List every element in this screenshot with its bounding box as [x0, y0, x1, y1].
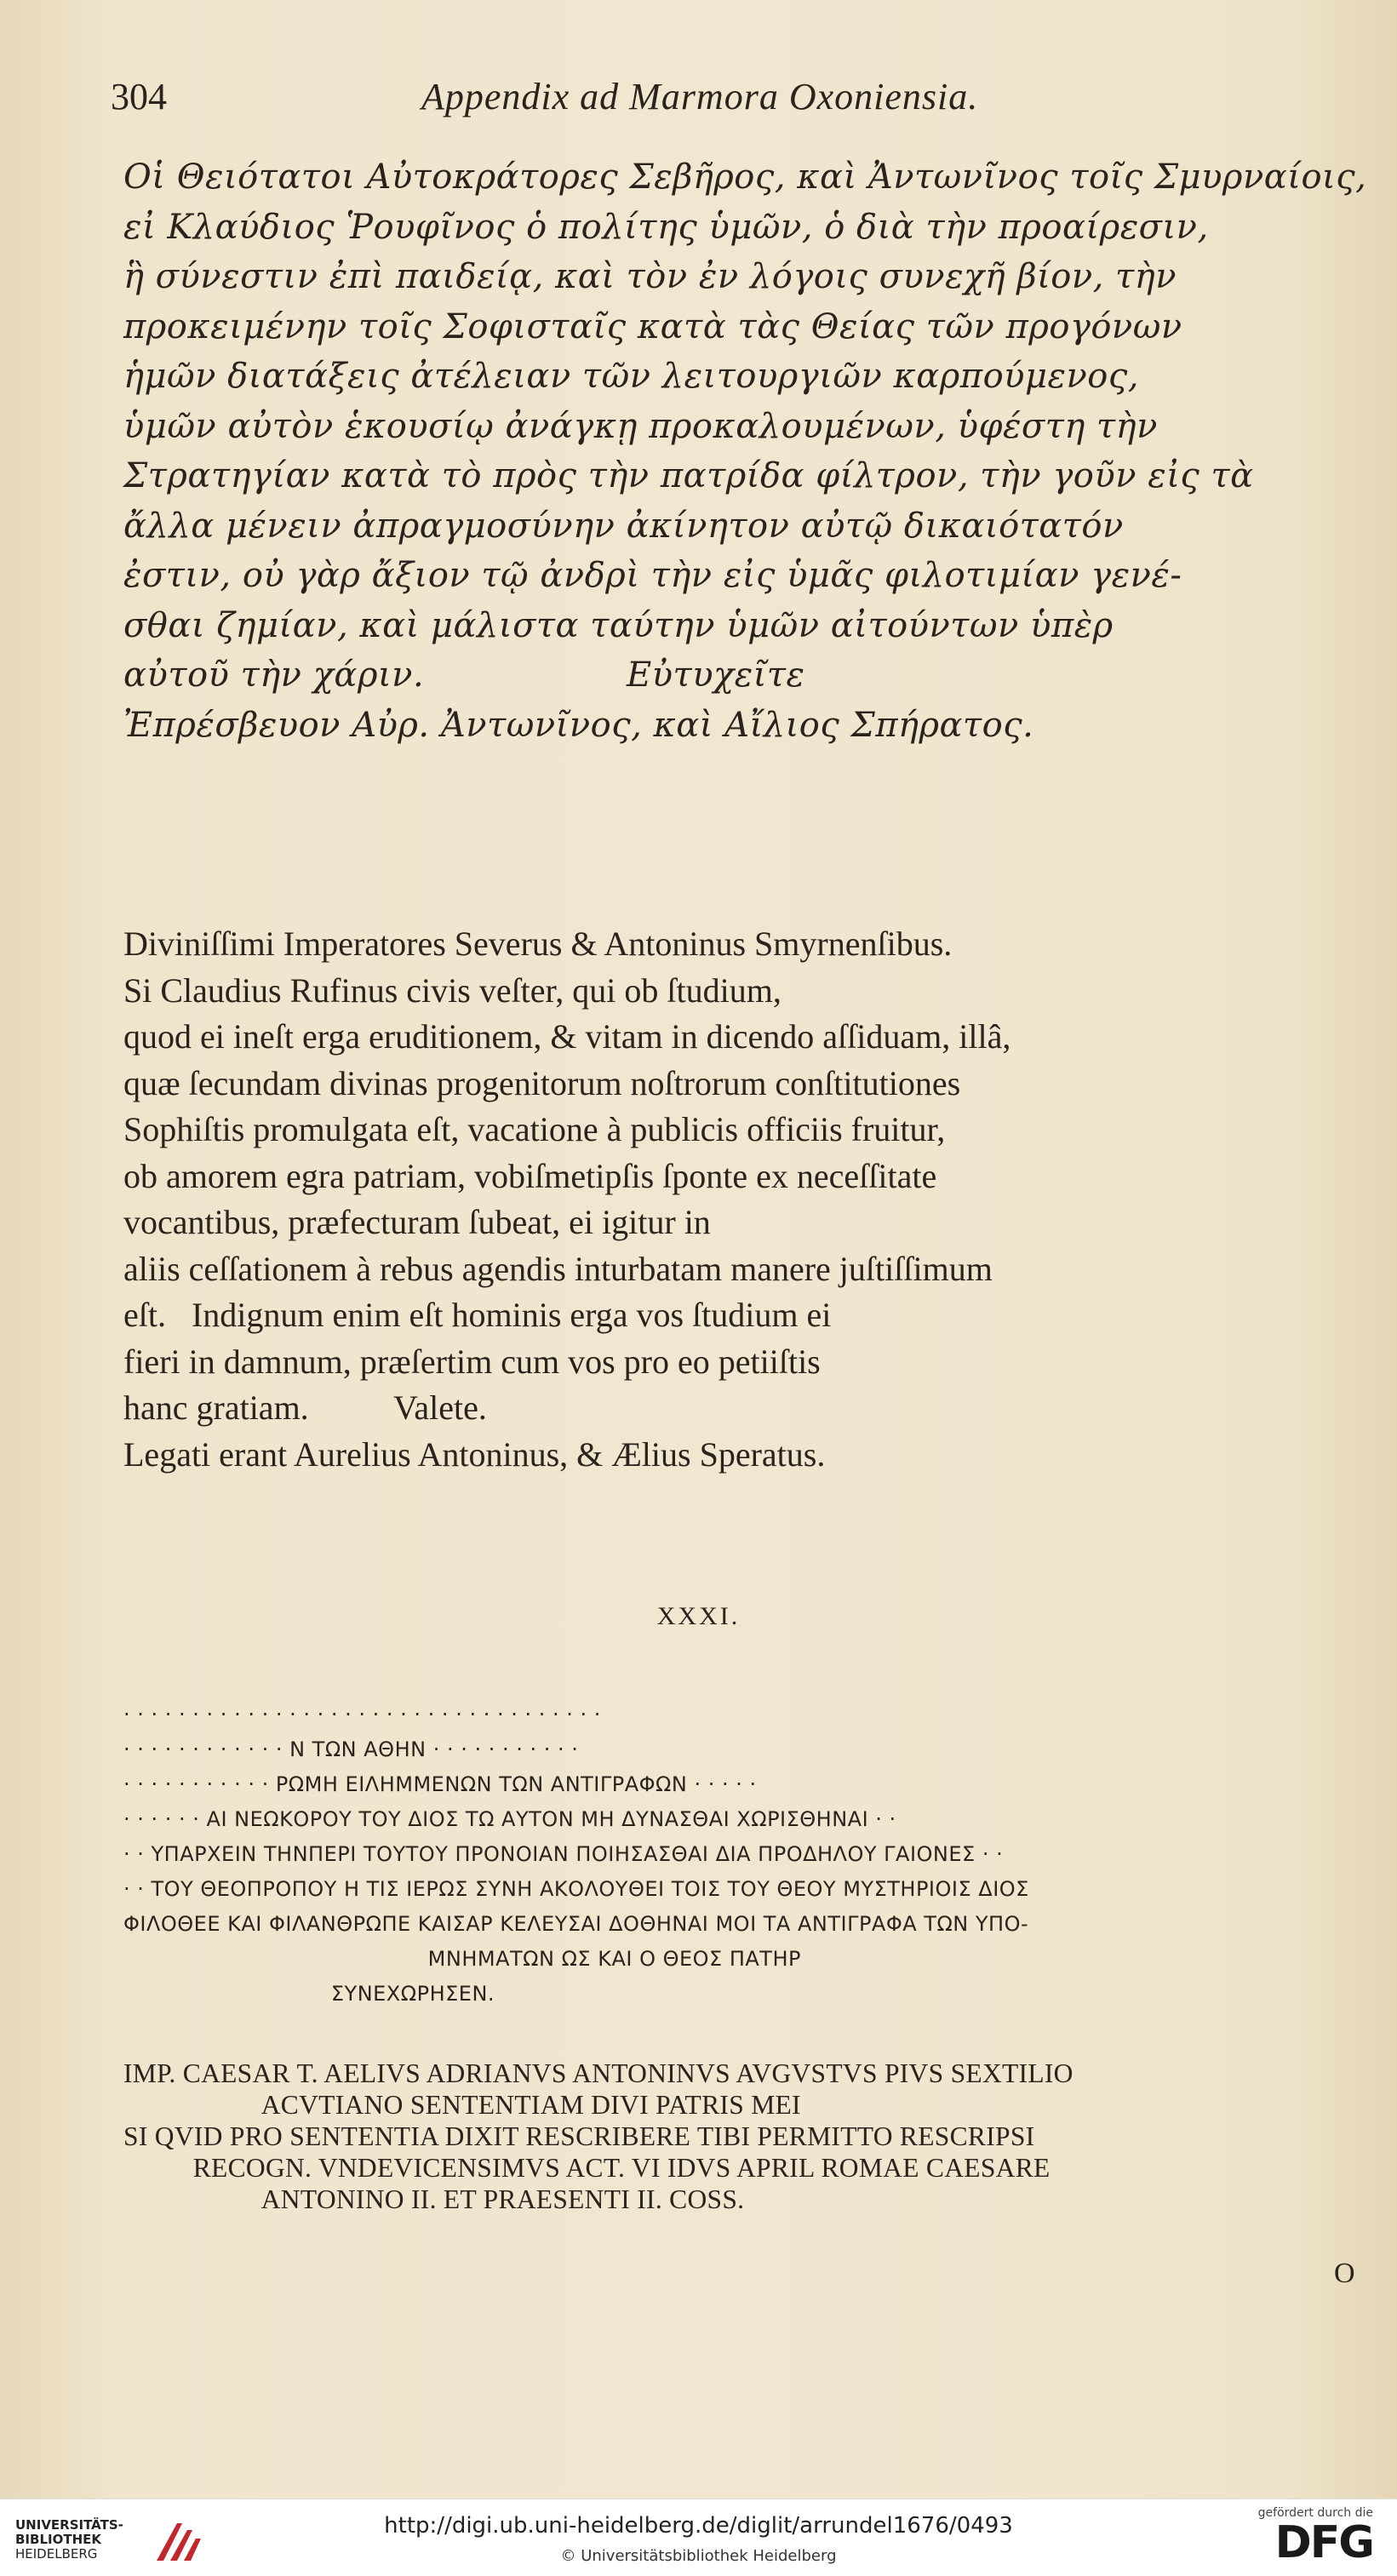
greek-line: ὑμῶν αὐτὸν ἑκουσίῳ ἀνάγκῃ προκαλουμένων, ὑφέστη τὴν [123, 406, 1158, 446]
inscription-line: · · · · · · · · · · · · Ν ΤΩΝ ΑΘΗΝ · · · · · · · · · · · [123, 1737, 579, 1761]
greek-line: ἡμῶν διατάξεις ἀτέλειαν τῶν λειτουργιῶν καρπούμενος, [123, 357, 1139, 396]
inscription-line: ΜΝΗΜΑΤΩΝ ΩΣ ΚΑΙ Ο ΘΕΟΣ ΠΑΤΗΡ [123, 1947, 801, 1971]
capital-line: SI QVID PRO SENTENTIA DIXIT RESCRIBERE TIBI PERMITTO RESCRIPSI [123, 2121, 1035, 2151]
capital-line: ACVTIANO SENTENTIAM DIVI PATRIS MEI [123, 2090, 801, 2120]
latin-line: Legati erant Aurelius Antoninus, & Ælius Speratus. [123, 1434, 826, 1474]
inscription-line: · · ΥΠΑΡΧΕΙΝ ΤΗΝΠΕΡΙ ΤΟΥΤΟΥ ΠΡΟΝΟΙΑΝ ΠΟΙΗΣΑΣΘΑΙ ΔΙΑ ΠΡΟΔΗΛΟΥ ΓΑΙΟΝΕΣ · · [123, 1842, 1004, 1866]
greek-line: Οἱ Θειότατοι Αὐτοκράτορες Σεβῆρος, καὶ Ἀντωνῖνος τοῖς Σμυρναίοις, [123, 157, 1367, 197]
capital-line: ANTONINO II. ET PRAESENTI II. COSS. [123, 2184, 745, 2214]
latin-line: eſt. Indignum enim eſt hominis erga vos ſtudium ei [123, 1296, 832, 1334]
greek-line: εἰ Κλαύδιος Ῥουφῖνος ὁ πολίτης ὑμῶν, ὁ διὰ τὴν προαίρεσιν, [123, 207, 1209, 247]
page-number: 304 [111, 76, 167, 117]
inscription-line: · · ΤΟΥ ΘΕΟΠΡΟΠΟΥ Η ΤΙΣ ΙΕΡΩΣ ΣΥΝΗ ΑΚΟΛΟΥΘΕΙ ΤΟΙΣ ΤΟΥ ΘΕΟΥ ΜΥΣΤΗΡΙΟΙΣ ΔΙΟΣ [123, 1877, 1029, 1901]
latin-line: Diviniſſimi Imperatores Severus & Antoninus Smyrnenſibus. [123, 924, 953, 963]
inscription-line: · · · · · · · · · · · ΡΩΜΗ ΕΙΛΗΜΜΕΝΩΝ ΤΩΝ ΑΝΤΙΓΡΑΦΩΝ · · · · · [123, 1772, 757, 1796]
greek-line: προκειμένην τοῖς Σοφισταῖς κατὰ τὰς Θείας τῶν προγόνων [123, 306, 1182, 346]
latin-line: vocantibus, præfecturam ſubeat, ei igitur in [123, 1203, 711, 1241]
institution-line: HEIDELBERG [15, 2546, 98, 2562]
latin-line: quod ei ineſt erga eruditionem, & vitam in dicendo aſſiduam, illâ, [123, 1017, 1011, 1056]
greek-line: ἣ σύνεστιν ἐπὶ παιδείᾳ, καὶ τὸν ἐν λόγοις συνεχῆ βίον, τὴν [123, 257, 1177, 296]
inscription-line: · · · · · · ΑΙ ΝΕΩΚΟΡΟΥ ΤΟΥ ΔΙΟΣ ΤΩ ΑΥΤΟΝ ΜΗ ΔΥΝΑΣΘΑΙ ΧΩΡΙΣΘΗΝΑΙ · · [123, 1807, 896, 1831]
institution-line: BIBLIOTHEK [15, 2532, 101, 2547]
running-title: Appendix ad Marmora Oxoniensia. [421, 76, 979, 117]
funder-caption: gefördert durch die [1257, 2506, 1373, 2520]
greek-line: Ἐπρέσβευον Αὐρ. Ἀντωνῖνος, καὶ Αἴλιος Σπήρατος. [123, 705, 1034, 745]
latin-line: quæ ſecundam divinas progenitorum noſtrorum conſtitutiones [123, 1063, 961, 1102]
greek-line: αὐτοῦ τὴν χάριν. Εὐτυχεῖτε [123, 655, 805, 695]
greek-line: ἐστιν, οὐ γὰρ ἄξιον τῷ ἀνδρὶ τὴν εἰς ὑμᾶς φιλοτιμίαν γενέ- [123, 556, 1182, 595]
section-number: XXXI. [656, 1602, 741, 1630]
permalink-url[interactable]: http://digi.ub.uni-heidelberg.de/diglit/arrundel1676/0493 [384, 2513, 1013, 2539]
greek-line: ἄλλα μένειν ἀπραγμοσύνην ἀκίνητον αὐτῷ δικαιότατόν [123, 506, 1124, 546]
latin-capital-inscription [123, 2058, 1315, 2216]
page-header [111, 75, 1056, 126]
greek-letter-text [123, 157, 1367, 755]
latin-line: hanc gratiam. Valete. [123, 1388, 487, 1427]
latin-line: ob amorem egra patriam, vobiſmetipſis ſponte ex neceſſitate [123, 1156, 937, 1195]
latin-translation [123, 924, 1315, 1480]
latin-line: aliis ceſſationem à rebus agendis inturbatam manere juſtiſſimum [123, 1249, 993, 1288]
latin-line: fieri in damnum, præſertim cum vos pro eo petiiſtis [123, 1342, 821, 1381]
latin-line: Sophiſtis promulgata eſt, vacatione à publicis officiis fruitur, [123, 1110, 946, 1148]
digitization-footer [0, 2499, 1397, 2576]
greek-line: σθαι ζημίαν, καὶ μάλιστα ταύτην ὑμῶν αἰτούντων ὑπὲρ [123, 605, 1114, 645]
latin-line: Si Claudius Rufinus civis veſter, qui ob ſtudium, [123, 970, 782, 1010]
signature-mark: O [1334, 2258, 1355, 2289]
capital-line: RECOGN. VNDEVICENSIMVS ACT. VI IDVS APRIL ROMAE CAESARE [123, 2153, 1051, 2183]
inscription-line: · · · · · · · · · · · · · · · · · · · · · · · · · · · · · · · · · · · [123, 1703, 601, 1726]
greek-inscription [123, 1703, 1298, 2017]
inscription-line: ΦΙΛΟΘΕΕ ΚΑΙ ΦΙΛΑΝΘΡΩΠΕ ΚΑΙΣΑΡ ΚΕΛΕΥΣΑΙ ΔΟΘΗΝΑΙ ΜΟΙ ΤΑ ΑΝΤΙΓΡΑΦΑ ΤΩΝ ΥΠΟ- [123, 1912, 1029, 1936]
inscription-line: ΣΥΝΕΧΩΡΗΣΕΝ. [123, 1982, 495, 2006]
dfg-funder-logo[interactable] [1245, 2506, 1373, 2571]
dfg-logo: DFG [1274, 2517, 1373, 2568]
copyright-notice: © Universitätsbibliothek Heidelberg [560, 2547, 837, 2565]
capital-line: IMP. CAESAR T. AELIVS ADRIANVS ANTONINVS AVGVSTVS PIVS SEXTILIO [123, 2058, 1074, 2088]
institution-line: UNIVERSITÄTS- [15, 2517, 123, 2533]
greek-line: Στρατηγίαν κατὰ τὸ πρὸς τὴν πατρίδα φίλτρον, τὴν γοῦν εἰς τὰ [123, 456, 1254, 495]
